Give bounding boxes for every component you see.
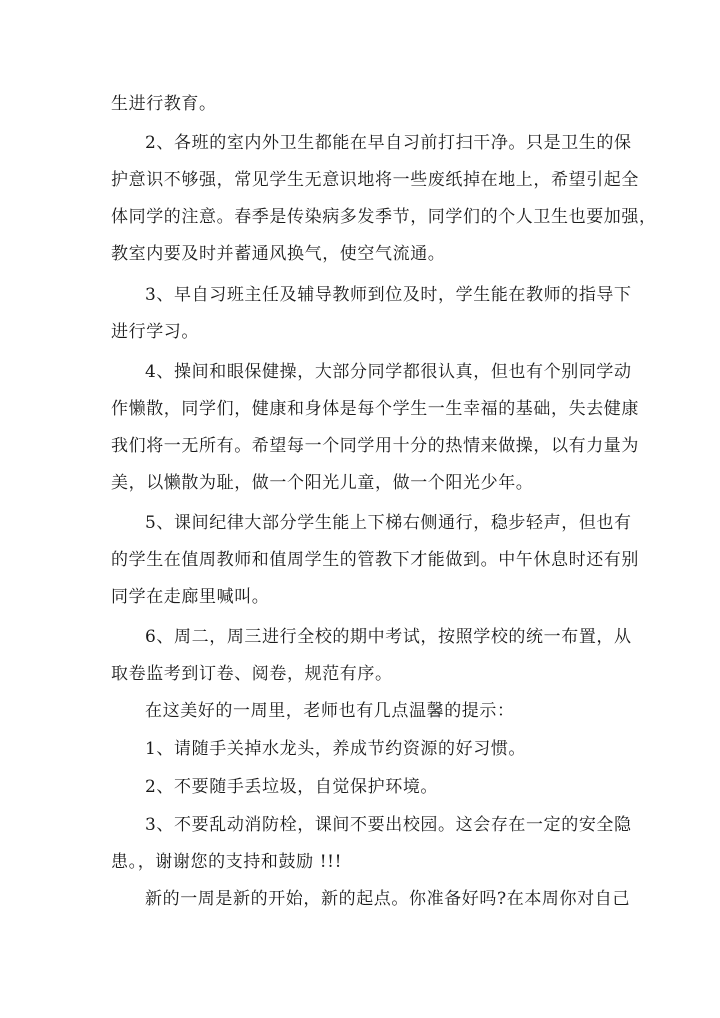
paragraph-3-start: 3、早自习班主任及辅导教师到位及时，学生能在教师的指导下 (145, 285, 632, 305)
text-line: 取卷监考到订卷、阅卷，规范有序。 (111, 664, 393, 684)
tip-1: 1、请随手关掉水龙头，养成节约资源的好习惯。 (145, 739, 527, 759)
closing-paragraph-start: 新的一周是新的开始，新的起点。你准备好吗?在本周你对自己 (145, 889, 630, 909)
text-line: 同学在走廊里喊叫。 (111, 587, 270, 607)
text-line: 美，以懒散为耻，做一个阳光儿童，做一个阳光少年。 (111, 473, 534, 493)
paragraph-5-start: 5、课间纪律大部分学生能上下梯右侧通行，稳步轻声，但也有 (145, 513, 632, 533)
text-line: 护意识不够强，常见学生无意识地将一些废纸掉在地上，希望引起全 (111, 170, 639, 190)
paragraph-2-start: 2、各班的室内外卫生都能在早自习前打扫干净。只是卫生的保 (145, 133, 632, 153)
tip-2: 2、不要随手丢垃圾，自觉保护环境。 (145, 777, 439, 797)
tip-3: 3、不要乱动消防栓，课间不要出校园。这会存在一定的安全隐 (145, 815, 632, 835)
text-line: 作懒散，同学们，健康和身体是每个学生一生幸福的基础，失去健康 (111, 399, 639, 419)
text-line: 生进行教育。 (111, 94, 217, 114)
text-line: 的学生在值周教师和值周学生的管教下才能做到。中午休息时还有别 (111, 550, 639, 570)
text-line: 进行学习。 (111, 322, 199, 342)
text-line: 教室内要及时并蓄通风换气，使空气流通。 (111, 244, 446, 264)
paragraph-4-start: 4、操间和眼保健操，大部分同学都很认真，但也有个别同学动 (145, 362, 632, 382)
text-line: 体同学的注意。春季是传染病多发季节，同学们的个人卫生也要加强， (111, 207, 657, 227)
text-line: 我们将一无所有。希望每一个同学用十分的热情来做操，以有力量为 (111, 436, 639, 456)
paragraph-6-start: 6、周二，周三进行全校的期中考试，按照学校的统一布置，从 (145, 627, 632, 647)
tips-intro: 在这美好的一周里，老师也有几点温馨的提示： (145, 701, 515, 721)
text-line: 患。，谢谢您的支持和鼓励 !!! (111, 852, 342, 872)
